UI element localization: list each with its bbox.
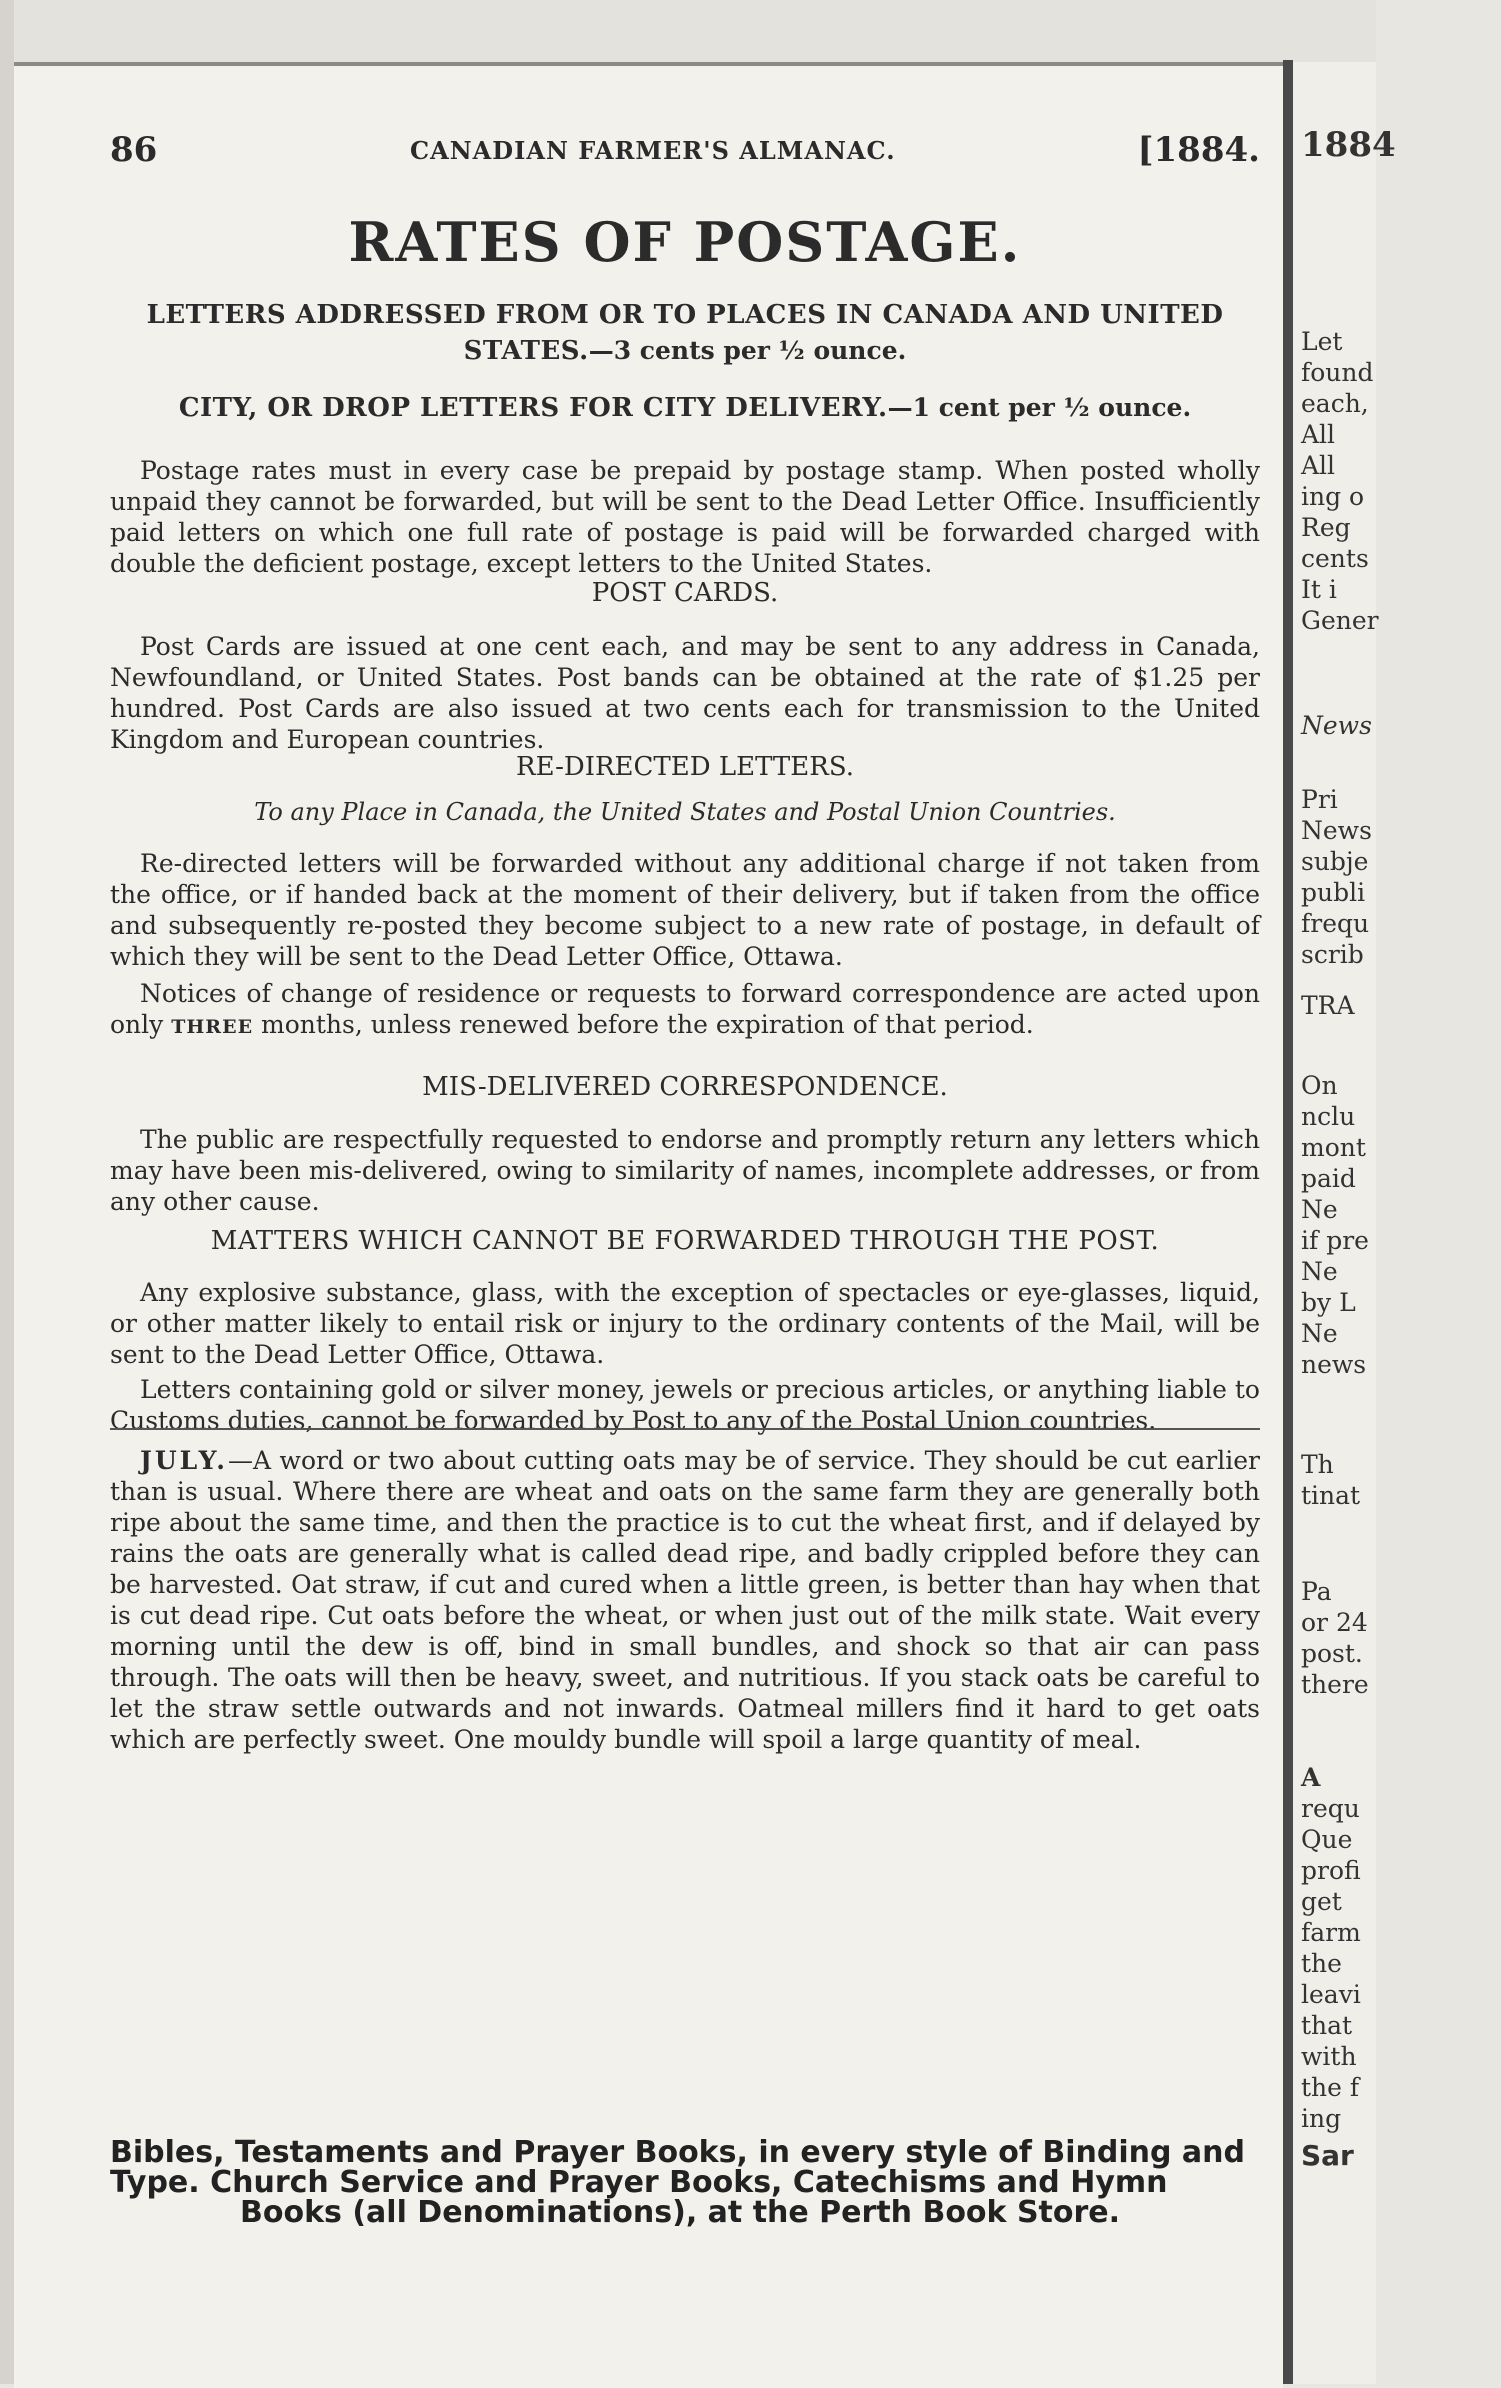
facing-fragment: Que xyxy=(1301,1825,1353,1854)
facing-fragment: Pri xyxy=(1301,785,1338,814)
facing-fragment: Reg xyxy=(1301,513,1351,542)
misdelivered-heading-wrap xyxy=(110,1072,1260,1102)
city-heading xyxy=(110,393,1260,423)
facing-fragment: publi xyxy=(1301,878,1366,907)
redirected-section xyxy=(110,848,1260,1043)
facing-page-edge xyxy=(1293,62,1396,2384)
ad-line-3: Books (all Denominations), at the Perth Book Store. xyxy=(240,2195,1121,2230)
section-divider xyxy=(110,1428,1260,1430)
ad-line-2: Type. Church Service and Prayer Books, Catechisms and Hymn xyxy=(110,2165,1168,2200)
july-section xyxy=(110,1445,1260,1755)
facing-fragment: TRA xyxy=(1301,991,1355,1020)
facing-fragment: Sar xyxy=(1301,2139,1354,2172)
facing-fragment: that xyxy=(1301,2011,1353,2040)
misdelivered-section xyxy=(110,1124,1260,1217)
post-cards-paragraph: Post Cards are issued at one cent each, and may be sent to any address in Canada, Newfoundland, or United States. Post bands can be obtained at the rate of $1.25 per hundred. Post Cards are also issued at two cents each for transmission to the United Kingdom and European countries. xyxy=(110,632,1260,754)
facing-fragment: the xyxy=(1301,1949,1342,1978)
facing-fragment: cents xyxy=(1301,544,1369,573)
scan-left-margin xyxy=(0,0,14,2384)
post-cards-heading-wrap xyxy=(110,578,1260,608)
facing-fragment: post. xyxy=(1301,1639,1363,1668)
letters-heading-line2 xyxy=(110,336,1260,366)
year: [1884. xyxy=(1137,130,1260,170)
facing-fragment: All xyxy=(1301,420,1336,449)
july-label: JULY. xyxy=(140,1446,228,1475)
notices-paragraph xyxy=(110,978,1260,1043)
page-number: 86 xyxy=(110,130,158,170)
facing-fragment: mont xyxy=(1301,1133,1366,1162)
facing-fragment: requ xyxy=(1301,1794,1360,1823)
facing-fragment: It i xyxy=(1301,575,1337,604)
ad-line-1: Bibles, Testaments and Prayer Books, in every style of Binding and xyxy=(110,2135,1246,2170)
facing-fragment: nclu xyxy=(1301,1102,1356,1131)
facing-fragment: the f xyxy=(1301,2073,1360,2102)
facing-fragment: Let xyxy=(1301,327,1343,356)
facing-fragment: Ne xyxy=(1301,1319,1338,1348)
facing-fragment: ing o xyxy=(1301,482,1365,511)
scan-top-margin xyxy=(0,0,1376,62)
city-heading-caps: CITY, OR DROP LETTERS FOR CITY DELIVERY. xyxy=(178,393,888,423)
redirected-heading-wrap xyxy=(110,752,1260,782)
facing-fragment: ing xyxy=(1301,2104,1342,2133)
facing-fragment: paid xyxy=(1301,1164,1356,1193)
letters-heading-line1: LETTERS ADDRESSED FROM OR TO PLACES IN CANADA AND UNITED xyxy=(146,300,1224,330)
july-text: —A word or two about cutting oats may be of service. They should be cut earlier than is usual. Where there are wheat and oats on the same farm they are generally both ripe about the same time, and then the practice is to cut the wheat first, and if delayed by rains the oats are generally what is called dead ripe, and badly crippled before they can be harvested. Oat straw, if cut and cured when a little green, is better than hay when that is cut dead ripe. Cut oats before the wheat, or when just out of the milk state. Wait every morning until the dew is off, bind in small bundles, and shock so that air can pass through. The oats will then be heavy, sweet, and nutritious. If you stack oats be careful to let the straw settle outwards and not inwards. Oatmeal millers find it hard to get oats which are perfectly sweet. One mouldy bundle will spoil a large quantity of meal. xyxy=(110,1446,1260,1754)
facing-fragment: if pre xyxy=(1301,1226,1369,1255)
post-cards-section xyxy=(110,631,1260,755)
facing-fragment: with xyxy=(1301,2042,1357,2071)
post-cards-heading: POST CARDS. xyxy=(591,578,779,608)
facing-fragment: get xyxy=(1301,1887,1342,1916)
notices-emphasis: THREE xyxy=(171,1016,254,1038)
running-head xyxy=(110,130,1260,180)
facing-fragment: or 24 xyxy=(1301,1608,1368,1637)
matters-paragraph-2: Letters containing gold or silver money, jewels or precious articles, or anything liable to Customs duties, cannot be forwarded by Post to any of the Postal Union countries. xyxy=(110,1375,1260,1435)
redirected-subheading: To any Place in Canada, the United States and Postal Union Countries. xyxy=(254,798,1116,826)
facing-fragment: Ne xyxy=(1301,1257,1338,1286)
facing-fragment: On xyxy=(1301,1071,1338,1100)
facing-fragment: News xyxy=(1301,816,1372,845)
facing-fragment: News xyxy=(1301,711,1372,740)
facing-fragment: by L xyxy=(1301,1288,1356,1317)
july-paragraph xyxy=(110,1445,1260,1755)
matters-heading-wrap xyxy=(110,1226,1260,1256)
facing-fragment: news xyxy=(1301,1350,1367,1379)
facing-fragment: farm xyxy=(1301,1918,1361,1947)
redirected-heading: RE-DIRECTED LETTERS. xyxy=(516,752,854,782)
facing-fragment: profi xyxy=(1301,1856,1361,1885)
facing-fragment: frequ xyxy=(1301,909,1370,938)
letters-heading xyxy=(110,300,1260,366)
facing-fragment: leavi xyxy=(1301,1980,1361,2009)
misdelivered-paragraph: The public are respectfully requested to endorse and promptly return any letters which may have been mis-delivered, owing to similarity of names, incomplete addresses, or from any other cause. xyxy=(110,1125,1260,1216)
matters-heading: MATTERS WHICH CANNOT BE FORWARDED THROUGH THE POST. xyxy=(210,1226,1160,1256)
facing-fragment: subje xyxy=(1301,847,1369,876)
journal-title: CANADIAN FARMER'S ALMANAC. xyxy=(410,136,896,165)
matters-section xyxy=(110,1277,1260,1436)
letters-heading-rate: —3 cents per ½ ounce. xyxy=(588,336,907,365)
redirected-paragraph: Re-directed letters will be forwarded without any additional charge if not taken from the office, or if handed back at the moment of their delivery, but if taken from the office and subsequently re-posted they become subject to a new rate of postage, in default of which they will be sent to the Dead Letter Office, Ottawa. xyxy=(110,849,1260,971)
facing-year: 1884 xyxy=(1301,125,1396,165)
prepaid-section xyxy=(110,455,1260,579)
facing-fragment: Gener xyxy=(1301,606,1379,635)
prepaid-paragraph: Postage rates must in every case be prepaid by postage stamp. When posted wholly unpaid they cannot be forwarded, but will be sent to the Dead Letter Office. Insufficiently paid letters on which one full rate of postage is paid will be forwarded charged with double the deficient postage, except letters to the United States. xyxy=(110,456,1260,578)
facing-fragment: tinat xyxy=(1301,1481,1361,1510)
facing-fragment: scrib xyxy=(1301,940,1364,969)
facing-fragment: found xyxy=(1301,358,1374,387)
facing-fragment: All xyxy=(1301,451,1336,480)
facing-fragment: Ne xyxy=(1301,1195,1338,1224)
letters-heading-caps: STATES. xyxy=(463,336,589,366)
facing-fragment: A xyxy=(1301,1763,1321,1792)
facing-fragment: there xyxy=(1301,1670,1369,1699)
facing-fragment: each, xyxy=(1301,389,1369,418)
misdelivered-heading: MIS-DELIVERED CORRESPONDENCE. xyxy=(422,1072,948,1102)
facing-fragment: Th xyxy=(1301,1450,1334,1479)
notices-text-after: months, unless renewed before the expiration of that period. xyxy=(253,1010,1034,1039)
page-title: RATES OF POSTAGE. xyxy=(348,210,1022,274)
page-gutter xyxy=(1283,60,1293,2384)
notices-text-before: Notices of change of residence or requests to forward correspondence are acted upon only xyxy=(110,979,1260,1039)
facing-fragment: Pa xyxy=(1301,1577,1332,1606)
book-store-advertisement xyxy=(110,2135,1260,2230)
matters-paragraph-1: Any explosive substance, glass, with the exception of spectacles or eye-glasses, liquid, or other matter likely to entail risk or injury to the ordinary contents of the Mail, will be sent to the Dead Letter Office, Ottawa. xyxy=(110,1278,1260,1369)
city-heading-rate: —1 cent per ½ ounce. xyxy=(887,393,1192,422)
